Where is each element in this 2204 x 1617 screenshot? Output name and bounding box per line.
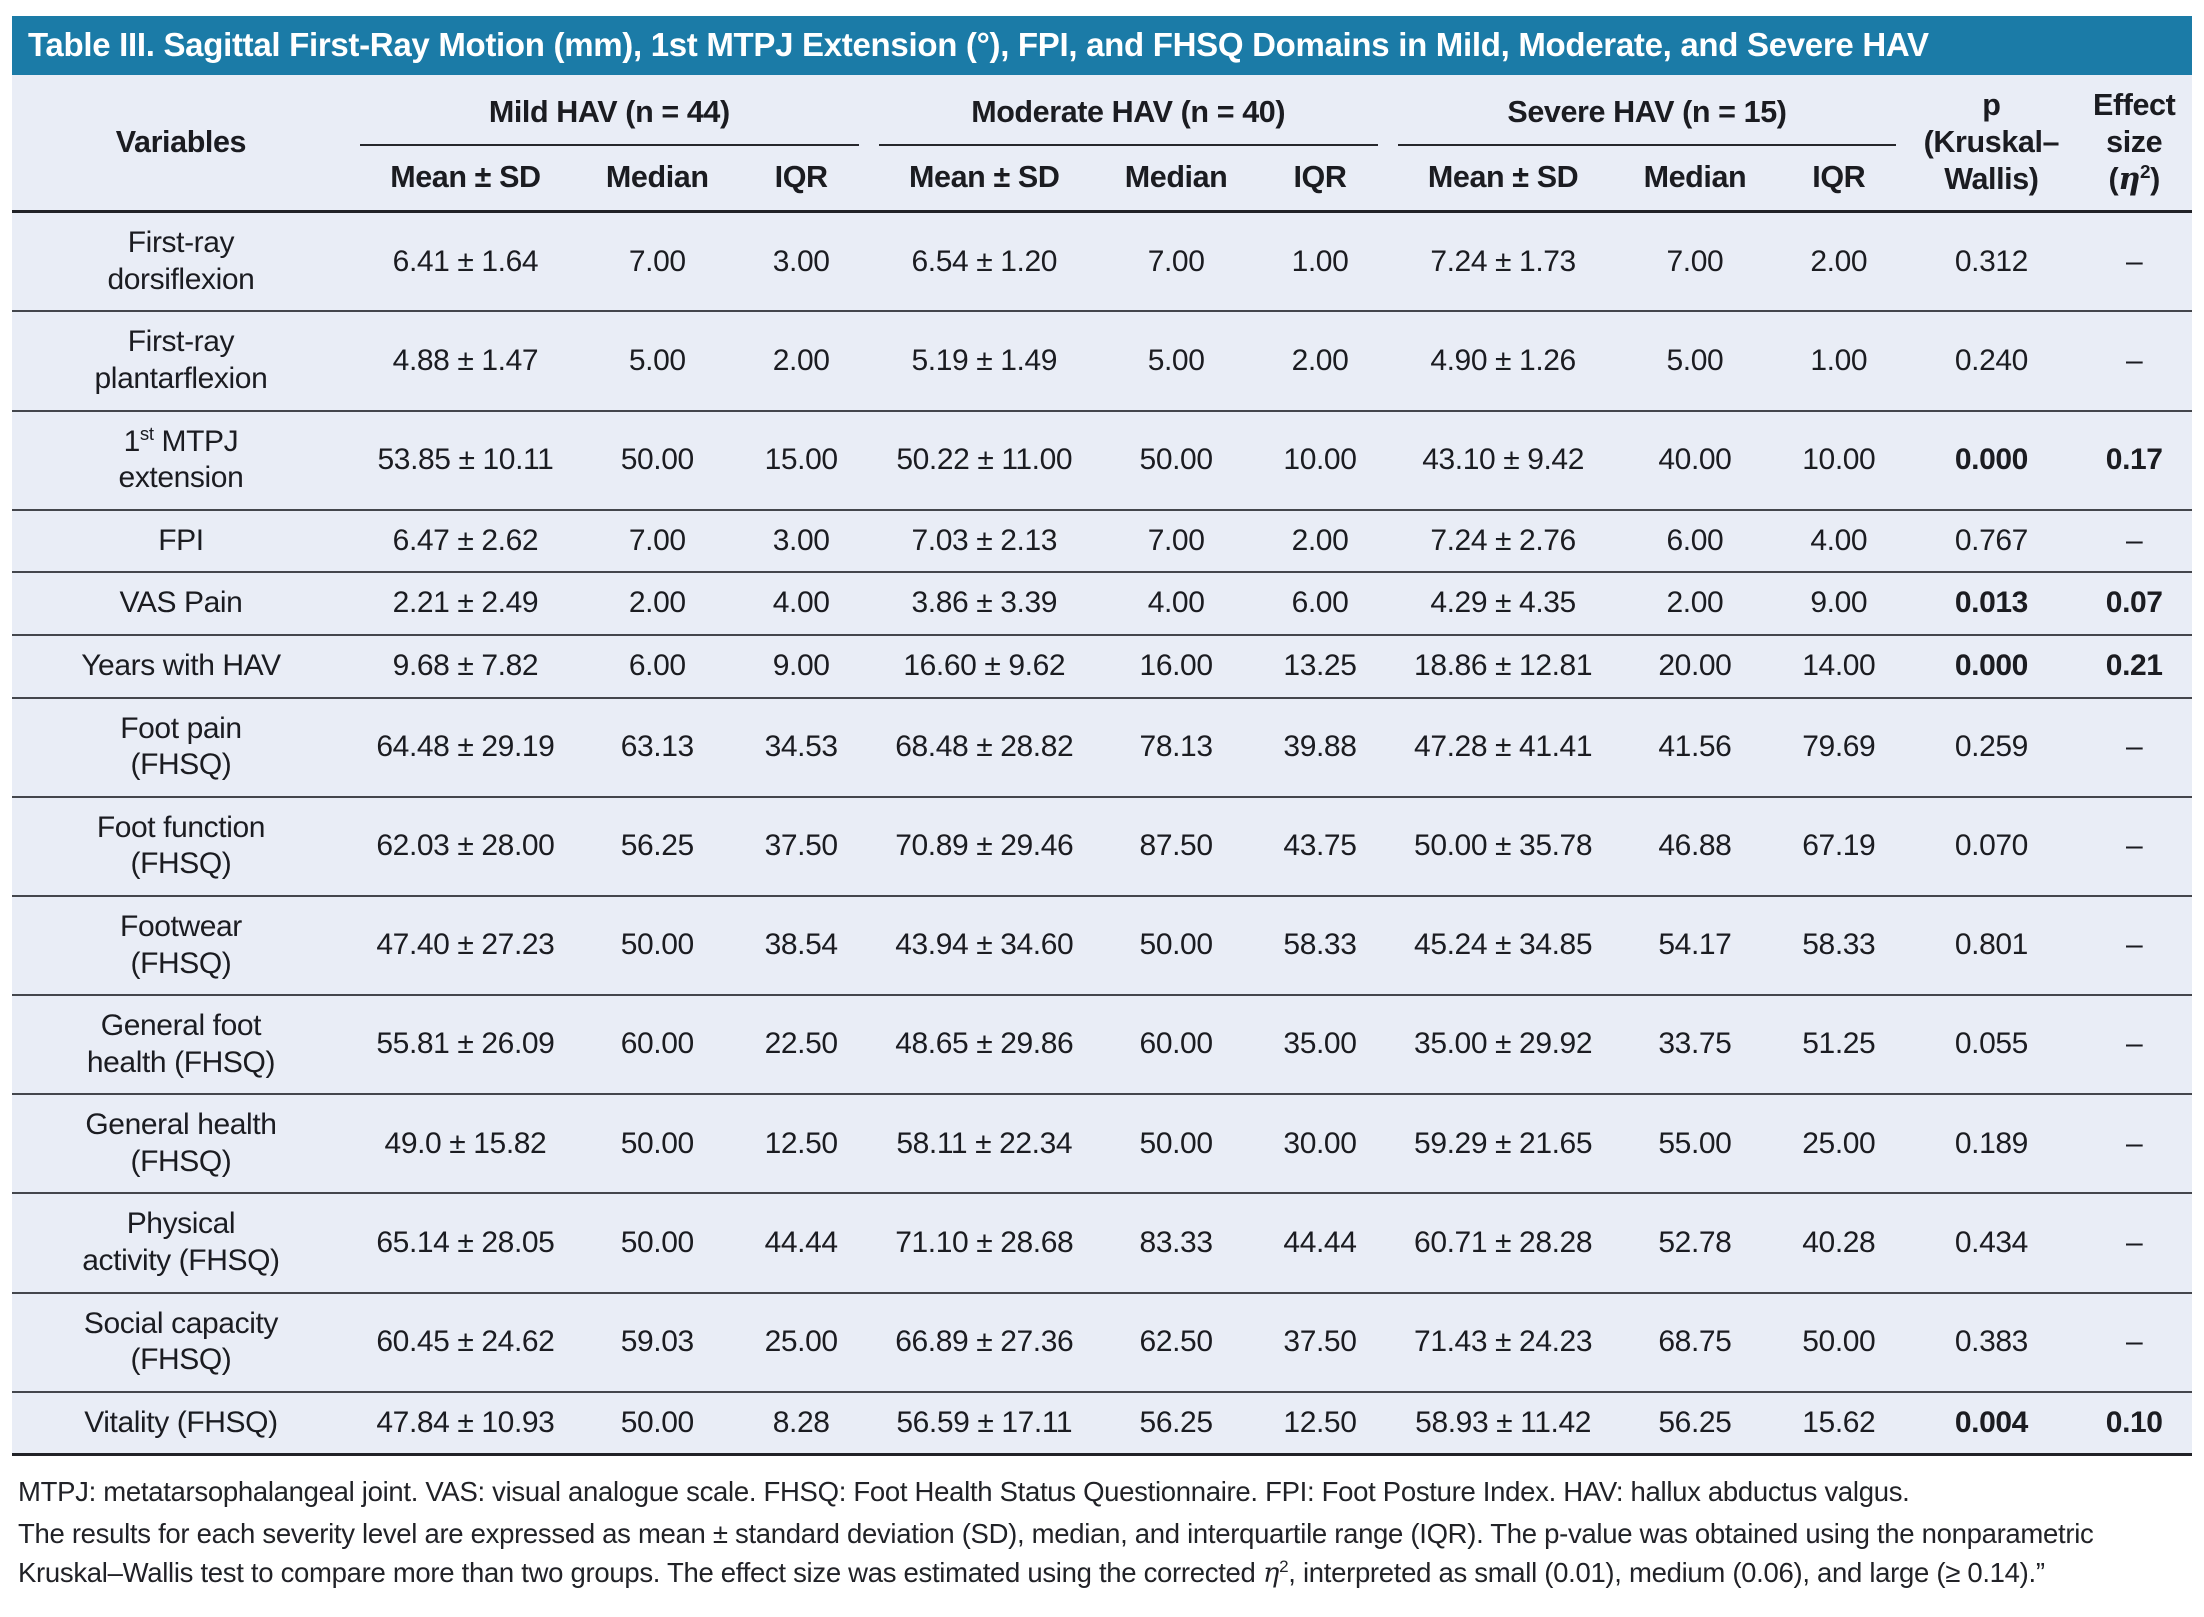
value-cell: 7.00 (1100, 510, 1253, 573)
value-cell: 25.00 (1771, 1094, 1906, 1193)
value-cell: 50.00 (581, 1094, 734, 1193)
effect-size-cell: – (2126, 244, 2143, 278)
effect-size-header: Effect size $(\eta^2)$ (2093, 87, 2176, 197)
table-body (12, 212, 2192, 1455)
value-cell: 30.00 (1252, 1094, 1387, 1193)
value-cell: 25.00 (734, 1293, 869, 1392)
stat-header-mean-sd: Mean ± SD (1427, 160, 1579, 195)
value-cell: 50.00 (1100, 896, 1253, 995)
value-cell: 44.44 (734, 1193, 869, 1292)
value-cell: 20.00 (1619, 635, 1772, 698)
value-cell: 6.00 (1252, 572, 1387, 635)
p-value-cell: 0.383 (1906, 1293, 2076, 1392)
variable-cell: Social capacity (FHSQ) (12, 1293, 350, 1392)
value-cell: 10.00 (1252, 411, 1387, 510)
table-row (12, 896, 2192, 995)
value-cell: 60.00 (1100, 995, 1253, 1094)
value-cell: 43.94 ± 34.60 (869, 896, 1100, 995)
value-cell: 2.00 (581, 572, 734, 635)
p-value-cell: 0.259 (1906, 698, 2076, 797)
value-cell: 50.22 ± 11.00 (869, 411, 1100, 510)
value-cell: 46.88 (1619, 797, 1772, 896)
table-row (12, 311, 2192, 410)
effect-size-cell: – (2076, 797, 2192, 896)
stat-header-mean-sd: Mean ± SD (909, 160, 1060, 195)
value-cell: 2.00 (734, 311, 869, 410)
value-cell: 1.00 (1291, 244, 1349, 278)
value-cell: 50.00 (1100, 1094, 1253, 1193)
table-row (12, 510, 2192, 573)
value-cell: 50.00 (581, 1193, 734, 1292)
value-cell: 41.56 (1619, 698, 1772, 797)
p-value-cell: 0.013 (1906, 572, 2076, 635)
table-row (12, 1392, 2192, 1455)
table-row (12, 698, 2192, 797)
p-value-cell: 0.004 (1906, 1392, 2076, 1455)
variable-cell: General foot health (FHSQ) (12, 995, 350, 1094)
value-cell: 15.00 (734, 411, 869, 510)
value-cell: 8.28 (734, 1392, 869, 1455)
stat-header-median: Median (1643, 160, 1747, 195)
value-cell: 54.17 (1619, 896, 1772, 995)
value-cell: 60.71 ± 28.28 (1388, 1193, 1619, 1292)
table-row (12, 1094, 2192, 1193)
value-cell: 35.00 ± 29.92 (1388, 995, 1619, 1094)
value-cell: 4.29 ± 4.35 (1388, 572, 1619, 635)
value-cell: 52.78 (1619, 1193, 1772, 1292)
value-cell: 78.13 (1100, 698, 1253, 797)
value-cell: 5.00 (581, 311, 734, 410)
footnotes (12, 1456, 2192, 1592)
value-cell: 62.50 (1100, 1293, 1253, 1392)
value-cell: 9.68 ± 7.82 (350, 635, 581, 698)
value-cell: 2.00 (1810, 244, 1868, 278)
value-cell: 58.33 (1252, 896, 1387, 995)
value-cell: 40.28 (1771, 1193, 1906, 1292)
value-cell: 87.50 (1100, 797, 1253, 896)
value-cell: 34.53 (734, 698, 869, 797)
value-cell: 62.03 ± 28.00 (350, 797, 581, 896)
variable-cell: Vitality (FHSQ) (12, 1392, 350, 1455)
stat-header-median: Median (605, 160, 709, 195)
table-row (12, 995, 2192, 1094)
value-cell: 37.50 (734, 797, 869, 896)
table-row (12, 797, 2192, 896)
variable-cell: Footwear (FHSQ) (12, 896, 350, 995)
group-header-row (12, 75, 2192, 146)
value-cell: 6.00 (581, 635, 734, 698)
effect-size-cell: – (2076, 896, 2192, 995)
group-header-moderate (869, 75, 1388, 146)
value-cell: 4.00 (1100, 572, 1253, 635)
value-cell: 58.93 ± 11.42 (1388, 1392, 1619, 1455)
table-header (12, 75, 2192, 212)
value-cell: 9.00 (1771, 572, 1906, 635)
value-cell: 53.85 ± 10.11 (350, 411, 581, 510)
value-cell: 16.60 ± 9.62 (869, 635, 1100, 698)
value-cell: 38.54 (734, 896, 869, 995)
value-cell: 4.00 (1771, 510, 1906, 573)
value-cell: 1.00 (1771, 311, 1906, 410)
table-title: Table III. Sagittal First-Ray Motion (mm), 1st MTPJ Extension (°), FPI, and FHSQ Domains in Mild, Moderate, and Severe HAV (12, 16, 2192, 75)
table-row (12, 1193, 2192, 1292)
footnote-methods: The results for each severity level are expressed as mean ± standard deviation (SD), median, and interquartile range (IQR). The p-value was obtained using the nonparametric Kruskal–Wallis test to compare more than two groups. The effect size was estimated using the corrected $\eta^2$, interpreted as small (0.01), medium (0.06), and large (≥ 0.14).” (18, 1517, 2094, 1589)
table-row (12, 411, 2192, 510)
variable-cell: First-ray plantarflexion (12, 311, 350, 410)
p-value-cell: 0.434 (1906, 1193, 2076, 1292)
effect-size-cell: – (2076, 311, 2192, 410)
value-cell: 7.00 (1666, 244, 1724, 278)
value-cell: 55.81 ± 26.09 (350, 995, 581, 1094)
p-value-cell: 0.000 (1906, 411, 2076, 510)
value-cell: 22.50 (734, 995, 869, 1094)
p-value-cell: 0.055 (1906, 995, 2076, 1094)
value-cell: 3.00 (734, 510, 869, 573)
value-cell: 48.65 ± 29.86 (869, 995, 1100, 1094)
value-cell: 65.14 ± 28.05 (350, 1193, 581, 1292)
value-cell: 67.19 (1771, 797, 1906, 896)
value-cell: 63.13 (581, 698, 734, 797)
p-value-cell: 0.070 (1906, 797, 2076, 896)
results-table (12, 75, 2192, 1457)
table-row (12, 635, 2192, 698)
value-cell: 50.00 (581, 411, 734, 510)
value-cell: 47.40 ± 27.23 (350, 896, 581, 995)
p-value-cell: 0.767 (1906, 510, 2076, 573)
effect-size-cell: – (2076, 510, 2192, 573)
table-row (12, 572, 2192, 635)
value-cell: 68.75 (1619, 1293, 1772, 1392)
group-label-mild: Mild HAV (n = 44) (360, 88, 859, 145)
value-cell: 70.89 ± 29.46 (869, 797, 1100, 896)
value-cell: 50.00 (1771, 1293, 1906, 1392)
variable-cell: FPI (12, 510, 350, 573)
value-cell: 43.75 (1252, 797, 1387, 896)
variable-cell: Physical activity (FHSQ) (12, 1193, 350, 1292)
effect-size-cell: 0.21 (2076, 635, 2192, 698)
value-cell: 64.48 ± 29.19 (350, 698, 581, 797)
value-cell: 71.43 ± 24.23 (1388, 1293, 1619, 1392)
value-cell: 37.50 (1252, 1293, 1387, 1392)
value-cell: 49.0 ± 15.82 (350, 1094, 581, 1193)
value-cell: 60.45 ± 24.62 (350, 1293, 581, 1392)
value-cell: 14.00 (1771, 635, 1906, 698)
value-cell: 68.48 ± 28.82 (869, 698, 1100, 797)
value-cell: 50.00 (581, 1392, 734, 1455)
value-cell: 7.03 ± 2.13 (869, 510, 1100, 573)
stat-header-iqr: IQR (774, 160, 828, 195)
value-cell: 6.41 ± 1.64 (392, 244, 539, 278)
value-cell: 4.90 ± 1.26 (1388, 311, 1619, 410)
value-cell: 59.03 (581, 1293, 734, 1392)
value-cell: 5.00 (1619, 311, 1772, 410)
group-label-moderate: Moderate HAV (n = 40) (879, 88, 1378, 145)
value-cell: 56.25 (581, 797, 734, 896)
stat-header-mean-sd: Mean ± SD (390, 160, 541, 195)
effect-size-cell: – (2076, 1094, 2192, 1193)
value-cell: 50.00 ± 35.78 (1388, 797, 1619, 896)
stat-header-median: Median (1124, 160, 1228, 195)
value-cell: 5.00 (1100, 311, 1253, 410)
value-cell: 50.00 (581, 896, 734, 995)
value-cell: 4.00 (734, 572, 869, 635)
value-cell: 35.00 (1252, 995, 1387, 1094)
value-cell: 6.54 ± 1.20 (911, 244, 1058, 278)
table-row (12, 212, 2192, 312)
value-cell: 2.00 (1252, 311, 1387, 410)
value-cell: 2.21 ± 2.49 (350, 572, 581, 635)
variable-cell: Years with HAV (12, 635, 350, 698)
effect-size-cell: – (2076, 1293, 2192, 1392)
variable-cell: First-ray dorsiflexion (107, 226, 255, 296)
group-header-mild (350, 75, 869, 146)
stat-header-iqr: IQR (1293, 160, 1347, 195)
value-cell: 39.88 (1252, 698, 1387, 797)
value-cell: 16.00 (1100, 635, 1253, 698)
value-cell: 58.33 (1771, 896, 1906, 995)
value-cell: 6.47 ± 2.62 (350, 510, 581, 573)
value-cell: 13.25 (1252, 635, 1387, 698)
effect-size-cell: – (2076, 995, 2192, 1094)
value-cell: 15.62 (1771, 1392, 1906, 1455)
value-cell: 56.59 ± 17.11 (869, 1392, 1100, 1455)
effect-size-cell: 0.07 (2076, 572, 2192, 635)
group-header-severe (1388, 75, 1907, 146)
value-cell: 56.25 (1619, 1392, 1772, 1455)
value-cell: 43.10 ± 9.42 (1388, 411, 1619, 510)
value-cell: 3.86 ± 3.39 (869, 572, 1100, 635)
value-cell: 59.29 ± 21.65 (1388, 1094, 1619, 1193)
p-value-cell: 0.312 (1954, 244, 2028, 278)
value-cell: 56.25 (1100, 1392, 1253, 1455)
value-cell: 18.86 ± 12.81 (1388, 635, 1619, 698)
value-cell: 50.00 (1100, 411, 1253, 510)
value-cell: 45.24 ± 34.85 (1388, 896, 1619, 995)
value-cell: 66.89 ± 27.36 (869, 1293, 1100, 1392)
value-cell: 12.50 (734, 1094, 869, 1193)
value-cell: 47.28 ± 41.41 (1388, 698, 1619, 797)
value-cell: 79.69 (1771, 698, 1906, 797)
value-cell: 12.50 (1252, 1392, 1387, 1455)
variable-cell: VAS Pain (12, 572, 350, 635)
variable-cell: Foot pain (FHSQ) (12, 698, 350, 797)
value-cell: 60.00 (581, 995, 734, 1094)
value-cell: 55.00 (1619, 1094, 1772, 1193)
value-cell: 9.00 (734, 635, 869, 698)
variable-cell: 1st MTPJ extension (12, 411, 350, 510)
value-cell: 3.00 (772, 244, 830, 278)
footnote-abbreviations: MTPJ: metatarsophalangeal joint. VAS: visual analogue scale. FHSQ: Foot Health Status Questionnaire. FPI: Foot Posture Index. HAV: hallux abductus valgus. (18, 1476, 1910, 1508)
value-cell: 71.10 ± 28.68 (869, 1193, 1100, 1292)
p-value-cell: 0.000 (1906, 635, 2076, 698)
variable-cell: Foot function (FHSQ) (12, 797, 350, 896)
value-cell: 33.75 (1619, 995, 1772, 1094)
value-cell: 7.00 (1147, 244, 1205, 278)
effect-size-cell: – (2076, 698, 2192, 797)
p-value-cell: 0.189 (1906, 1094, 2076, 1193)
p-value-cell: 0.240 (1906, 311, 2076, 410)
value-cell: 47.84 ± 10.93 (350, 1392, 581, 1455)
value-cell: 7.00 (628, 244, 686, 278)
variable-cell: General health (FHSQ) (12, 1094, 350, 1193)
stat-header-iqr: IQR (1812, 160, 1866, 195)
value-cell: 5.19 ± 1.49 (869, 311, 1100, 410)
p-value-header: p (Kruskal– Wallis) (1923, 87, 2060, 196)
value-cell: 4.88 ± 1.47 (350, 311, 581, 410)
value-cell: 40.00 (1619, 411, 1772, 510)
effect-size-cell: – (2076, 1193, 2192, 1292)
value-cell: 83.33 (1100, 1193, 1253, 1292)
effect-size-cell: 0.10 (2076, 1392, 2192, 1455)
value-cell: 51.25 (1771, 995, 1906, 1094)
value-cell: 7.24 ± 1.73 (1430, 244, 1576, 278)
value-cell: 44.44 (1252, 1193, 1387, 1292)
value-cell: 2.00 (1252, 510, 1387, 573)
value-cell: 2.00 (1619, 572, 1772, 635)
value-cell: 7.00 (581, 510, 734, 573)
value-cell: 10.00 (1771, 411, 1906, 510)
value-cell: 7.24 ± 2.76 (1388, 510, 1619, 573)
table-row (12, 1293, 2192, 1392)
value-cell: 58.11 ± 22.34 (869, 1094, 1100, 1193)
effect-size-cell: 0.17 (2076, 411, 2192, 510)
value-cell: 6.00 (1619, 510, 1772, 573)
p-value-cell: 0.801 (1906, 896, 2076, 995)
variables-header: Variables (115, 124, 247, 159)
group-label-severe: Severe HAV (n = 15) (1398, 88, 1897, 145)
